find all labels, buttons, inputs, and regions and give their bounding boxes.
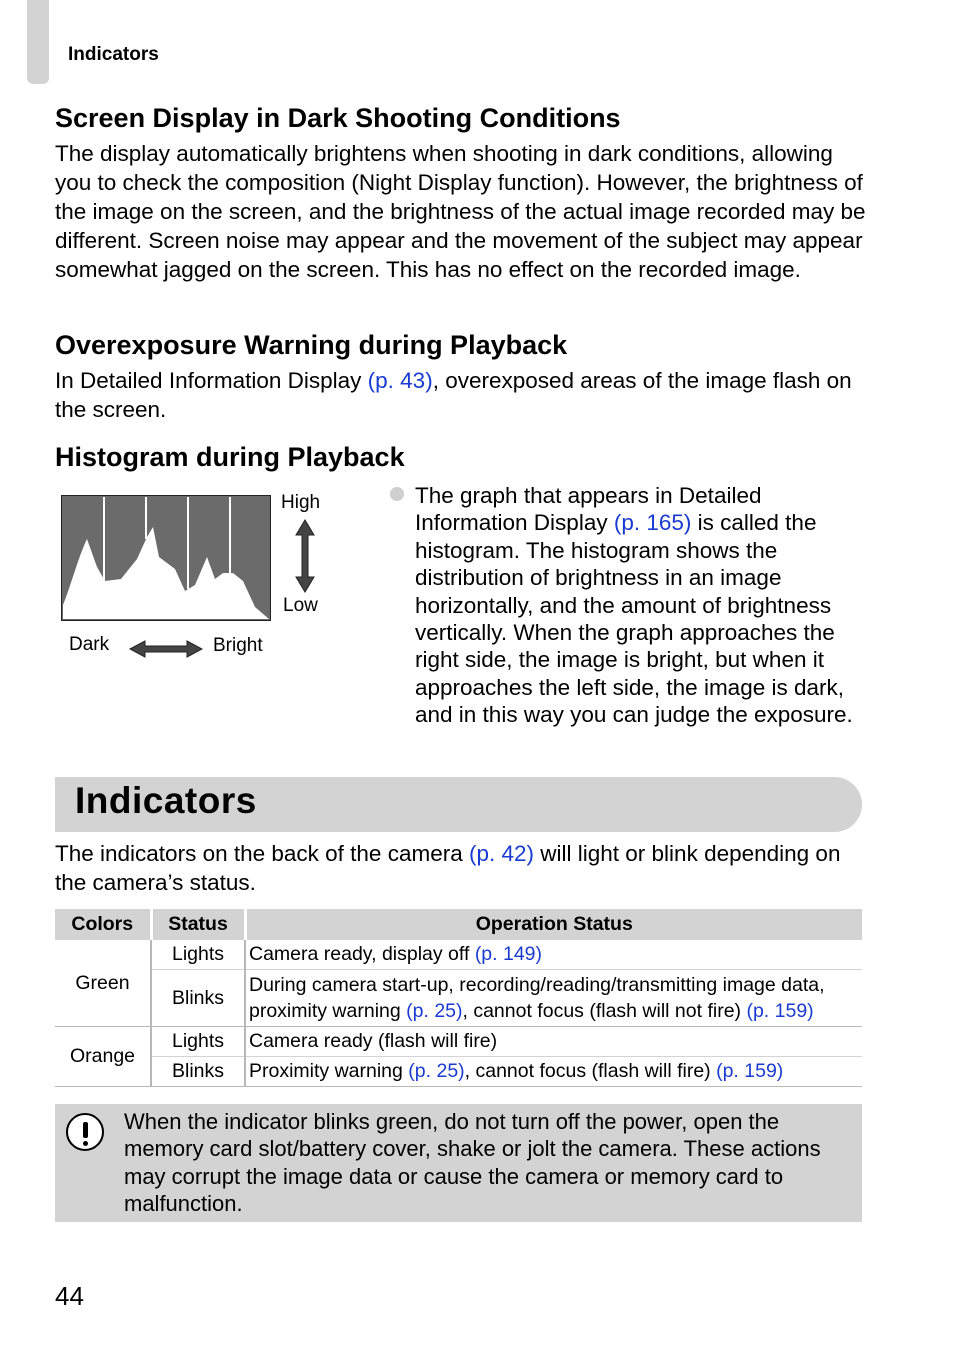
histogram-bright-label: Bright xyxy=(213,635,263,656)
operation-cell: Camera ready, display off (p. 149) xyxy=(245,940,862,970)
table-row xyxy=(55,1027,862,1057)
histogram-low-label: Low xyxy=(283,595,318,616)
caution-text: When the indicator blinks green, do not turn off the power, open the memory card slot/battery cover, shake or jolt the camera. These actions may corrupt the image data or cause the camera or memory card to malfunction. xyxy=(124,1109,821,1216)
status-cell: Lights xyxy=(151,1027,245,1057)
section-body-dark-shooting: The display automatically brightens when shooting in dark conditions, allowing you to check the composition (Night Display function). However, the brightness of the image on the screen, and the brightness of the actual image recorded may be different. Screen noise may appear and the movement of the subject may appear somewhat jagged on the screen. This has no effect on the recorded image. xyxy=(55,141,866,282)
section-title-histogram: Histogram during Playback xyxy=(55,442,405,472)
indicators-table xyxy=(55,909,862,1087)
horizontal-arrow-icon xyxy=(129,639,203,659)
operation-cell: Camera ready (flash will fire) xyxy=(245,1027,862,1057)
table-header-row xyxy=(55,909,862,940)
section-body-overexposure: In Detailed Information Display (p. 43), overexposed areas of the image flash on the screen. xyxy=(55,368,852,422)
bullet-icon xyxy=(390,487,404,501)
histogram-dark-label: Dark xyxy=(69,634,110,655)
page-link[interactable]: (p. 25) xyxy=(406,1000,463,1022)
side-tab-marker xyxy=(27,0,49,84)
status-cell: Blinks xyxy=(151,1057,245,1087)
operation-cell: Proximity warning (p. 25), cannot focus (flash will fire) (p. 159) xyxy=(245,1057,862,1087)
operation-cell: During camera start-up, recording/reading/transmitting image data, proximity warning (p. 25), cannot focus (flash will not fire) (p. 159) xyxy=(245,970,862,1027)
table-row xyxy=(55,1057,862,1087)
caution-box xyxy=(55,1104,862,1222)
table-row xyxy=(55,940,862,970)
page-link[interactable]: (p. 165) xyxy=(613,510,692,536)
histogram-illustration xyxy=(61,495,271,621)
indicators-intro: The indicators on the back of the camera (p. 42) will light or blink depending on the camera’s status. xyxy=(55,841,841,895)
page-link[interactable]: (p. 149) xyxy=(474,943,543,965)
color-green: Green xyxy=(55,940,151,1027)
status-cell: Lights xyxy=(151,940,245,970)
status-cell: Blinks xyxy=(151,970,245,1027)
table-row xyxy=(55,970,862,1027)
page-link[interactable]: (p. 159) xyxy=(716,1060,784,1082)
caution-icon xyxy=(66,1113,104,1151)
indicators-title: Indicators xyxy=(75,780,257,821)
page-link[interactable]: (p. 42) xyxy=(468,841,535,866)
header-status: Status xyxy=(151,909,245,940)
histogram-high-label: High xyxy=(281,492,321,513)
running-header: Indicators xyxy=(68,44,159,65)
page-link[interactable]: (p. 25) xyxy=(408,1060,465,1082)
histogram-description: The graph that appears in Detailed Information Display (p. 165) is called the histogram. The histogram shows the distribution of brightness in an image horizontally, and the amount of brightness vertically. When the graph approaches the right side, the image is bright, but when it approaches the left side, the image is dark, and in this way you can judge the exposure. xyxy=(415,483,853,728)
indicators-banner xyxy=(55,777,862,832)
section-title-dark-shooting: Screen Display in Dark Shooting Conditions xyxy=(55,103,621,133)
page-link[interactable]: (p. 159) xyxy=(746,1000,814,1022)
vertical-arrow-icon xyxy=(294,519,316,593)
header-operation: Operation Status xyxy=(245,909,862,940)
color-orange: Orange xyxy=(55,1027,151,1087)
page-number: 44 xyxy=(55,1281,84,1311)
page-link[interactable]: (p. 43) xyxy=(367,368,433,393)
section-title-overexposure: Overexposure Warning during Playback xyxy=(55,330,568,360)
header-colors: Colors xyxy=(55,909,151,940)
